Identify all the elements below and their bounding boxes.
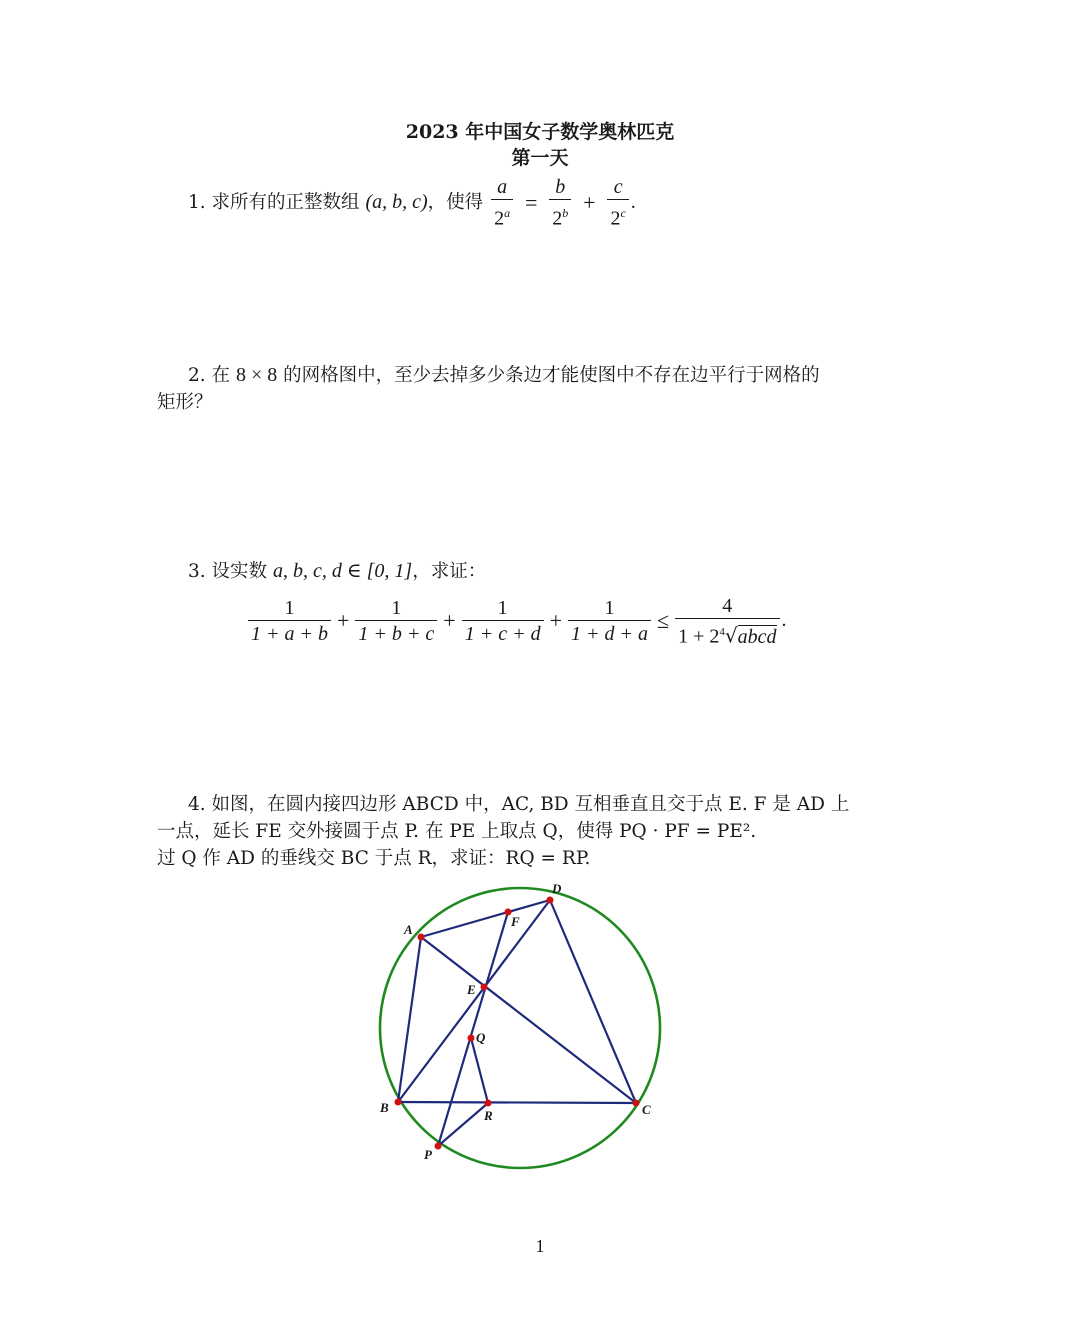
figure-segments bbox=[398, 900, 636, 1146]
problem-text: 求所有的正整数组 bbox=[211, 191, 360, 213]
label-c: C bbox=[642, 1102, 651, 1117]
fraction-term: $\frac{1}{1 + d + a}$ bbox=[568, 597, 651, 645]
point-c bbox=[633, 1100, 640, 1107]
point-e bbox=[481, 984, 488, 991]
problem-3-line-1: 3. 设实数 a, b, c, d ∈ [0, 1]，求证： bbox=[188, 560, 487, 582]
label-b: B bbox=[380, 1100, 389, 1115]
math-tuple: (a, b, c) bbox=[365, 190, 428, 213]
segment-fp bbox=[438, 912, 508, 1146]
math-variables: a, b, c, d ∈ [0, 1] bbox=[272, 560, 413, 582]
problem-4-line-3: 过 Q 作 AD 的垂线交 BC 于点 R，求证：RQ = RP. bbox=[157, 848, 591, 869]
label-f: F bbox=[511, 914, 520, 929]
page-subtitle: 第一天 bbox=[511, 147, 569, 169]
segment-ac bbox=[421, 937, 636, 1103]
math-grid-size: 8 × 8 bbox=[235, 364, 278, 386]
circumcircle bbox=[380, 888, 660, 1168]
equals-sign: = bbox=[524, 189, 538, 215]
fraction-lhs: $\frac{a}{2^a}$ bbox=[491, 176, 513, 230]
plus-sign: + bbox=[443, 608, 456, 634]
segment-da bbox=[421, 900, 550, 937]
fraction-rhs: $\frac{4}{1 + 2^4√abcd}$ bbox=[675, 595, 779, 648]
label-e: E bbox=[467, 982, 476, 997]
segment-cd bbox=[550, 900, 636, 1103]
point-d bbox=[547, 897, 554, 904]
leq-sign: ≤ bbox=[657, 608, 670, 634]
problem-number: 3. bbox=[188, 561, 206, 582]
page-title: 2023 年中国女子数学奥林匹克 bbox=[405, 121, 675, 143]
label-a: A bbox=[404, 922, 413, 937]
fraction-term2: $\frac{c}{2^c}$ bbox=[607, 176, 628, 230]
problem-number: 2. bbox=[188, 365, 206, 386]
segment-qr bbox=[471, 1038, 488, 1103]
page-number: 1 bbox=[535, 1236, 545, 1256]
label-d: D bbox=[552, 881, 562, 896]
fraction-term: $\frac{1}{1 + a + b}$ bbox=[248, 597, 331, 645]
point-p bbox=[435, 1143, 442, 1150]
point-a bbox=[418, 934, 425, 941]
segment-bc bbox=[398, 1102, 636, 1103]
fraction-term: $\frac{1}{1 + b + c}$ bbox=[355, 597, 437, 645]
label-p: P bbox=[424, 1147, 432, 1162]
plus-sign: + bbox=[549, 608, 563, 634]
fraction-term: $\frac{1}{1 + c + d}$ bbox=[462, 597, 544, 645]
problem-4-line-1: 4. 如图，在圆内接四边形 ABCD 中，AC, BD 互相垂直且交于点 E. F 是 AD 上 bbox=[188, 794, 850, 815]
plus-sign: + bbox=[583, 189, 596, 215]
problem-4-line-2: 一点，延长 FE 交外接圆于点 P. 在 PE 上取点 Q，使得 PQ · PF = PE². bbox=[157, 821, 757, 842]
geometry-figure bbox=[360, 870, 680, 1180]
inequality: $\frac{1}{1 + a + b}$ + $\frac{1}{1 + b + c}$ + $\frac{1}{1 + c + d}$ + $\frac{1}{1 + d + a}$ ≤ $\frac{4}{1 + 2^4√abcd}$ . bbox=[246, 595, 787, 648]
fraction-term1: $\frac{b}{2^b}$ bbox=[549, 176, 571, 230]
problem-2-line-1: 2. 在 8 × 8 的网格图中，至少去掉多少条边才能使图中不存在边平行于网格的 bbox=[188, 364, 820, 386]
point-b bbox=[395, 1099, 402, 1106]
problem-2-line-2: 矩形？ bbox=[157, 392, 213, 413]
label-q: Q bbox=[476, 1030, 486, 1045]
figure-labels bbox=[379, 881, 651, 1162]
plus-sign: + bbox=[337, 608, 350, 634]
problem-number: 4. bbox=[188, 794, 206, 815]
problem-1: 1. 求所有的正整数组 (a, b, c)，使得 $\frac{a}{2^a}$ = $\frac{b}{2^b}$ + $\frac{c}{2^c}$ . bbox=[188, 176, 636, 230]
point-q bbox=[468, 1035, 475, 1042]
problem-number: 1. bbox=[188, 191, 206, 213]
problem-text: ，使得 bbox=[427, 191, 484, 213]
point-r bbox=[485, 1100, 492, 1107]
label-r: R bbox=[484, 1108, 493, 1123]
